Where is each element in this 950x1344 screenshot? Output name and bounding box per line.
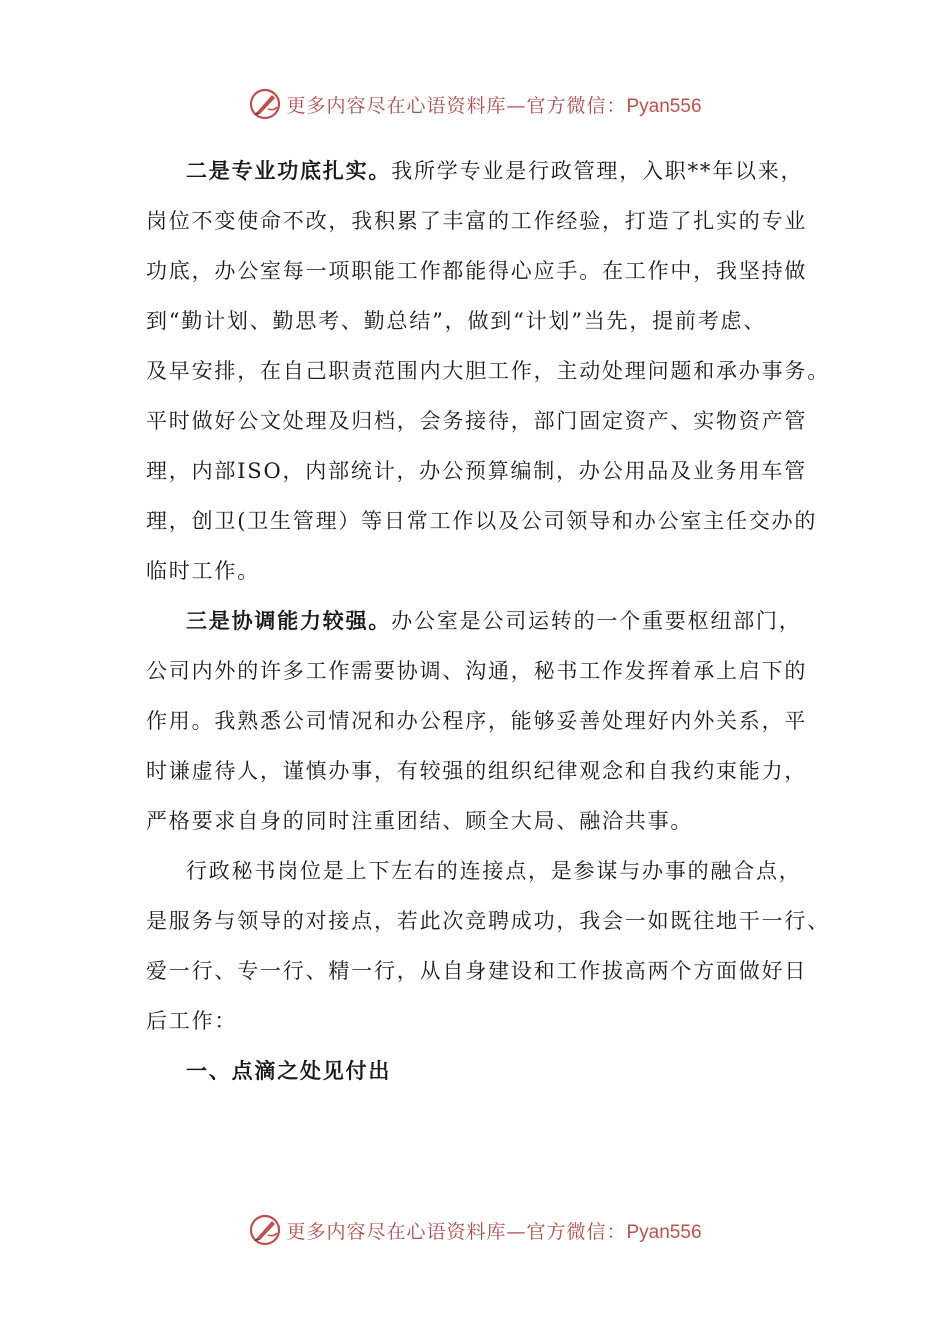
paragraph-lead-bold: 三是协调能力较强。 bbox=[186, 608, 392, 633]
footer-wechat-id: Pyan556 bbox=[626, 1221, 702, 1243]
paragraph-coordination-ability: 三是协调能力较强。办公室是公司运转的一个重要枢纽部门， 公司内外的许多工作需要协调、沟通，秘书工作发挥着承上启下的 作用。我熟悉公司情况和办公程序，能够妥善处理好内外关系，平 时谦虚待人，谨慎办事，有较强的组织纪律观念和自我约束能力， 严格要求自身的同时注重团结、顾全大局、融洽共事。 bbox=[146, 608, 808, 833]
pen-logo-icon bbox=[248, 87, 282, 121]
header-banner-text: 更多内容尽在心语资料库—官方微信：Pyan556 bbox=[286, 94, 702, 117]
header-wechat-id: Pyan556 bbox=[626, 95, 702, 117]
header-banner bbox=[0, 82, 950, 126]
paragraph-position-summary: 行政秘书岗位是上下左右的连接点，是参谋与办事的融合点， 是服务与领导的对接点，若此次竞聘成功，我会一如既往地干一行、 爱一行、专一行、精一行，从自身建设和工作拔高两个方面做好日 后工作： bbox=[146, 859, 830, 1033]
section-heading-1: 一、点滴之处见付出 bbox=[186, 1058, 392, 1083]
document-body bbox=[146, 146, 830, 1096]
pen-logo-icon bbox=[248, 1213, 282, 1247]
footer-banner-text: 更多内容尽在心语资料库—官方微信：Pyan556 bbox=[286, 1220, 702, 1243]
footer-banner bbox=[0, 1208, 950, 1252]
paragraph-professional-foundation: 二是专业功底扎实。我所学专业是行政管理，入职**年以来， 岗位不变使命不改，我积累了丰富的工作经验，打造了扎实的专业 功底，办公室每一项职能工作都能得心应手。在工作中，我坚持做 到“勤计划、勤思考、勤总结”，做到“计划”当先，提前考虑、 及早安排，在自己职责范围内大胆工作，主动处理问题和承办事务。 平时做好公文处理及归档，会务接待，部门固定资产、实物资产管 理，内部ISO，内部统计，办公预算编制，办公用品及业务用车管 理，创卫(卫生管理）等日常工作以及公司领导和办公室主任交办的 临时工作。 bbox=[146, 158, 830, 583]
paragraph-lead-bold: 二是专业功底扎实。 bbox=[186, 158, 392, 183]
